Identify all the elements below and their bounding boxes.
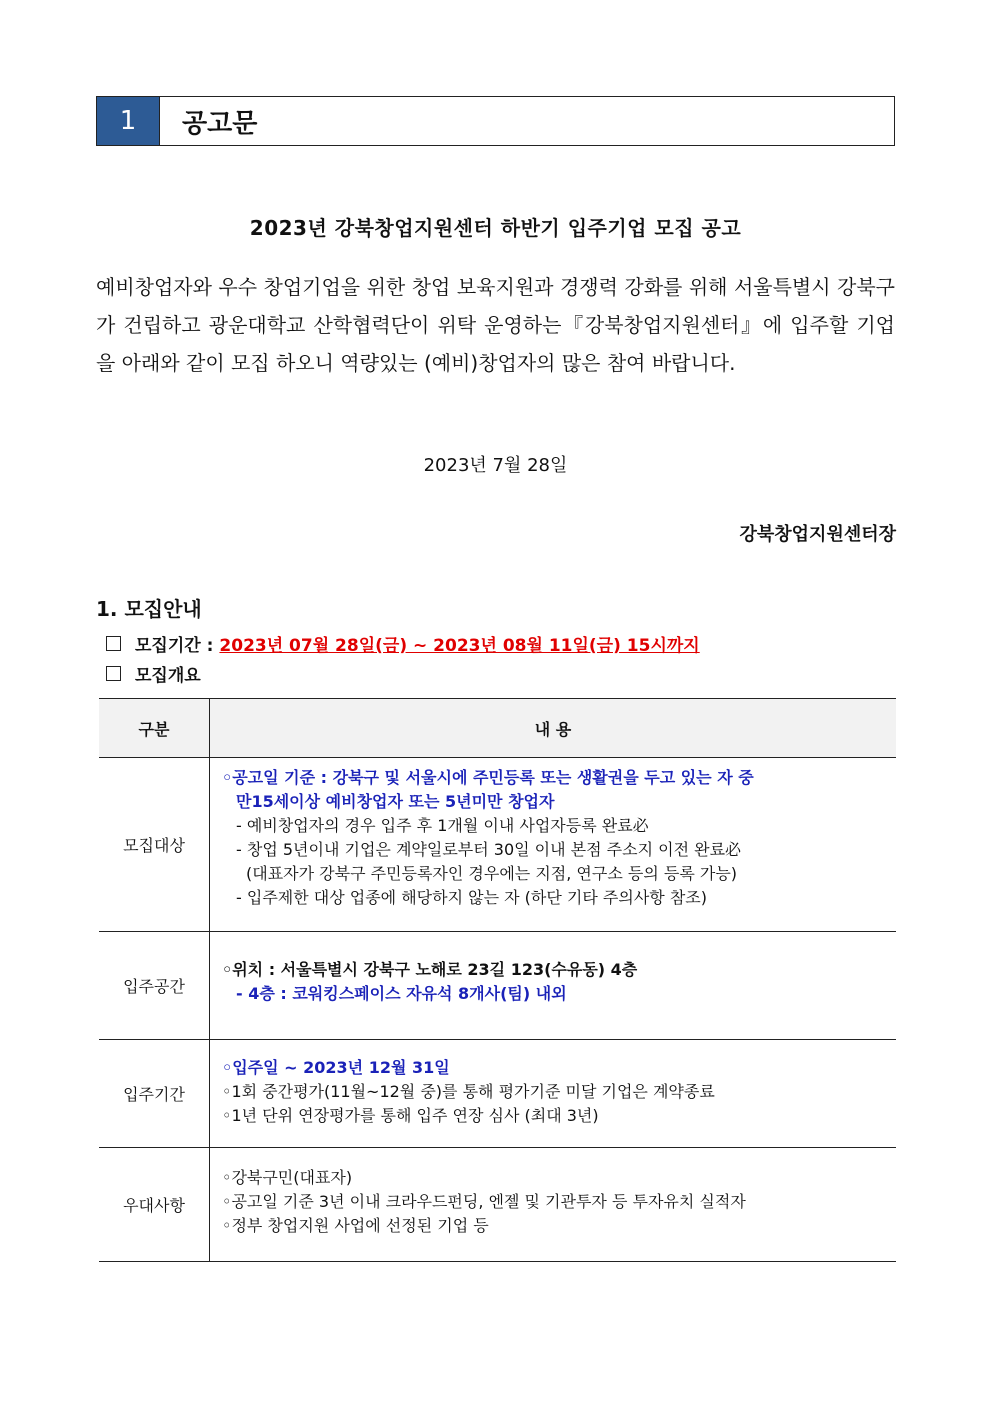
announcement-date: 2023년 7월 28일: [423, 455, 568, 476]
content-line: ◦1회 중간평가(11월~12월 중)를 통해 평가기준 미달 기업은 계약종료: [222, 1082, 715, 1101]
square-bullet-icon: [106, 636, 121, 651]
content-line: - 창업 5년이내 기업은 계약일로부터 30일 이내 본점 주소지 이전 완료必: [236, 840, 742, 859]
section-title: 공고문: [159, 97, 894, 145]
recruitment-table: [99, 698, 896, 1262]
content-line: ◦공고일 기준 3년 이내 크라우드펀딩, 엔젤 및 기관투자 등 투자유치 실적자: [222, 1192, 746, 1211]
section-heading: 1. 모집안내: [96, 597, 202, 621]
content-line: ◦위치 : 서울특별시 강북구 노해로 23길 123(수유동) 4층: [222, 960, 638, 979]
period-row: [106, 631, 700, 656]
overview-row: [106, 661, 201, 686]
announcement-intro: 예비창업자와 우수 창업기업을 위한 창업 보육지원과 경쟁력 강화를 위해 서울특별시 강북구가 건립하고 광운대학교 산학협력단이 위탁 운영하는『강북창업지원센터』에 입주할 기업을 아래와 같이 모집 하오니 역량있는 (예비)창업자의 많은 참여 바랍니다.: [96, 275, 895, 375]
content-line: ◦1년 단위 연장평가를 통해 입주 연장 심사 (최대 3년): [222, 1106, 599, 1125]
content-line: ◦강북구민(대표자): [222, 1168, 353, 1187]
table-row: [99, 1040, 896, 1148]
period-value: 2023년 07월 28일(금) ~ 2023년 08월 11일(금) 15시까지: [219, 636, 700, 656]
row-label: 우대사항: [99, 1148, 210, 1262]
content-line: ◦공고일 기준 : 강북구 및 서울시에 주민등록 또는 생활권을 두고 있는 자 중: [222, 768, 754, 787]
row-content: [210, 932, 897, 1040]
row-label: 입주기간: [99, 1040, 210, 1148]
section-number: 1: [97, 97, 159, 145]
row-content: [210, 1040, 897, 1148]
table-row: [99, 932, 896, 1040]
column-header: 내 용: [210, 699, 897, 758]
content-line: 만15세이상 예비창업자 또는 5년미만 창업자: [236, 792, 555, 811]
row-label: 모집대상: [99, 758, 210, 932]
table-header-row: [99, 699, 896, 758]
section-header: [96, 96, 895, 146]
content-line: ◦입주일 ~ 2023년 12월 31일: [222, 1058, 450, 1077]
announcement-title: 2023년 강북창업지원센터 하반기 입주기업 모집 공고: [249, 216, 742, 240]
column-header: 구분: [99, 699, 210, 758]
row-content: [210, 1148, 897, 1262]
content-line: ◦정부 창업지원 사업에 선정된 기업 등: [222, 1216, 489, 1235]
table-row: [99, 1148, 896, 1262]
period-label: 모집기간 :: [135, 636, 214, 656]
content-line: - 입주제한 대상 업종에 해당하지 않는 자 (하단 기타 주의사항 참조): [236, 888, 707, 907]
square-bullet-icon: [106, 666, 121, 681]
row-label: 입주공간: [99, 932, 210, 1040]
row-content: [210, 758, 897, 932]
overview-label: 모집개요: [135, 666, 201, 686]
table-row: [99, 758, 896, 932]
content-line: - 예비창업자의 경우 입주 후 1개월 이내 사업자등록 완료必: [236, 816, 649, 835]
announcement-signer: 강북창업지원센터장: [739, 524, 896, 545]
content-line: - 4층 : 코워킹스페이스 자유석 8개사(팀) 내외: [236, 984, 567, 1003]
content-line: (대표자가 강북구 주민등록자인 경우에는 지점, 연구소 등의 등록 가능): [246, 864, 738, 883]
